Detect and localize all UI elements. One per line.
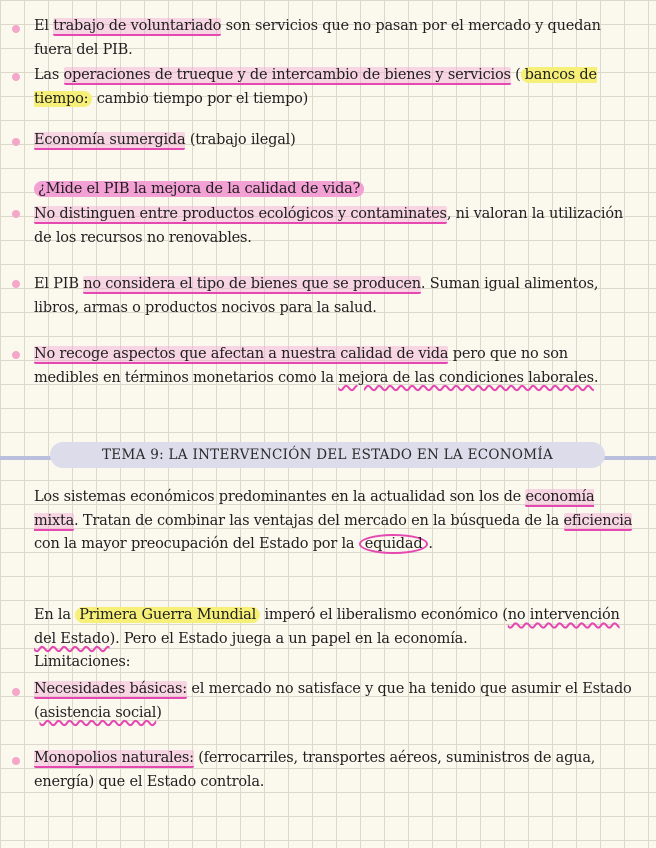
text: . — [428, 536, 433, 552]
text: (trabajo ilegal) — [185, 132, 296, 148]
bullet-dot — [12, 688, 20, 696]
bullet-dot — [12, 210, 20, 218]
circled-word: equidad — [359, 534, 429, 554]
note-calidad-vida — [34, 343, 634, 390]
note-tipo-bienes — [34, 273, 634, 320]
note-necesidades-basicas — [34, 678, 634, 725]
bullet-dot — [12, 757, 20, 765]
text: El PIB — [34, 276, 84, 292]
text: Las — [34, 67, 64, 83]
text: . Suman igual alimentos, libros, armas o productos nocivos para la salud. — [34, 276, 599, 316]
highlight: operaciones de trueque y de intercambio de bienes y servicios — [63, 67, 511, 83]
highlight: No recoge aspectos que afectan a nuestra calidad de vida — [34, 346, 449, 362]
highlight: eficiencia — [563, 512, 633, 529]
paragraph-guerra-mundial — [34, 604, 634, 675]
text: En la — [34, 607, 76, 623]
text: (ferrocarriles, transportes aéreos, suministros de agua, energía) que el Estado controla. — [34, 750, 596, 790]
text: . Tratan de combinar las ventajas del mercado en la búsqueda de la — [74, 512, 564, 529]
note-monopolios — [34, 747, 634, 794]
text: . — [593, 369, 599, 386]
text: , ni valoran la utilización de los recursos no renovables. — [34, 206, 624, 246]
highlight: economía mixta — [34, 489, 595, 529]
highlight: Economía sumergida — [34, 132, 186, 148]
heading-text: ¿Mide el PIB la mejora de la calidad de vida? — [34, 181, 364, 197]
text: con la mayor preocupación del Estado por la — [34, 536, 359, 552]
text: son servicios que no pasan por el mercado y quedan fuera del PIB. — [34, 18, 601, 58]
wavy-underline: asistencia social — [39, 704, 157, 721]
note-economia-sumergida — [34, 129, 634, 153]
note-trueque — [34, 64, 634, 111]
note-voluntariado — [34, 15, 634, 62]
text: ( — [510, 67, 521, 83]
highlight: Monopolios naturales: — [34, 750, 194, 766]
wavy-underline: mejora de las condiciones laborales — [338, 369, 594, 386]
section-title: TEMA 9: LA INTERVENCIÓN DEL ESTADO EN LA ECONOMÍA — [50, 442, 605, 468]
bullet-dot — [12, 25, 20, 33]
paragraph-economia-mixta — [34, 486, 634, 557]
text: cambio tiempo por el tiempo) — [92, 90, 309, 107]
text: Los sistemas económicos predominantes en la actualidad son los de — [34, 489, 526, 505]
bullet-dot — [12, 351, 20, 359]
highlight-yellow: Primera Guerra Mundial — [75, 607, 260, 623]
highlight: Necesidades básicas: — [34, 681, 187, 697]
text: ) — [156, 704, 162, 721]
text: imperó el liberalismo económico ( — [260, 607, 508, 623]
wavy-underline: no intervención del Estado — [34, 607, 620, 647]
question-heading — [34, 178, 634, 202]
text: pero que no son medibles en términos monetarios como la — [34, 346, 568, 386]
text: El — [34, 18, 54, 34]
highlight: no considera el tipo de bienes que se producen — [83, 276, 421, 292]
highlight-yellow: bancos de tiempo: — [34, 67, 597, 107]
note-productos — [34, 203, 634, 250]
bullet-dot — [12, 138, 20, 146]
bullet-dot — [12, 280, 20, 288]
highlight: trabajo de voluntariado — [53, 18, 222, 34]
bullet-dot — [12, 73, 20, 81]
text: ). Pero el Estado juega a un papel en la economía. — [109, 630, 468, 647]
text: el mercado no satisface y que ha tenido que asumir el Estado ( — [34, 681, 632, 721]
highlight: No distinguen entre productos ecológicos y contaminates — [34, 206, 447, 222]
limitaciones-label: Limitaciones: — [34, 654, 131, 670]
